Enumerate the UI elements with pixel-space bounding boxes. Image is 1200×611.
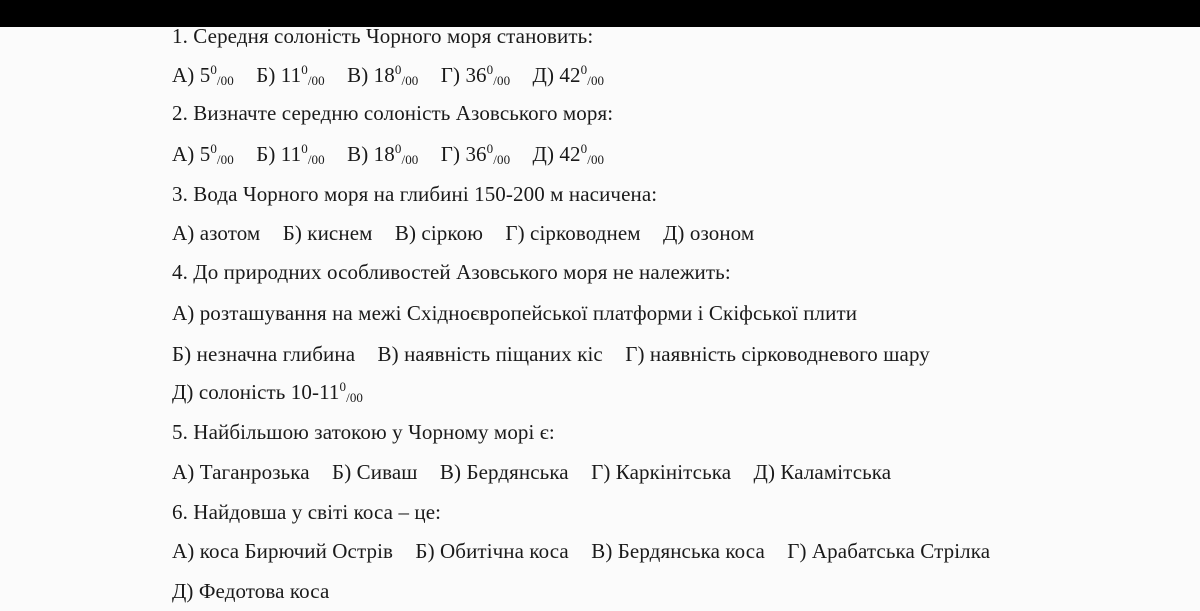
option-v: В) Бердянська — [439, 460, 569, 484]
question-4-options-line-3 — [172, 379, 363, 405]
question-2-options — [172, 141, 604, 167]
question-6-options-line-1 — [172, 538, 990, 564]
option-g: Г) Арабатська Стрілка — [787, 539, 991, 563]
question-5-options — [172, 459, 891, 485]
question-4-options-line-2 — [172, 341, 930, 367]
option-b: Б) Сиваш — [332, 460, 418, 484]
option-a: А) $5^0_{/00}$ — [172, 141, 234, 167]
option-a: А) азотом — [172, 221, 261, 245]
option-g: Г) Каркінітська — [591, 460, 732, 484]
option-a: А) $5^0_{/00}$ — [172, 62, 234, 88]
option-v: В) $18^0_{/00}$ — [347, 62, 419, 88]
option-v: В) Бердянська коса — [591, 539, 765, 563]
question-4: 4. До природних особливостей Азовського моря не належить: — [172, 260, 731, 284]
question-6: 6. Найдовша у світі коса – це: — [172, 500, 442, 524]
option-d: Д) Каламітська — [753, 460, 892, 484]
option-v: В) $18^0_{/00}$ — [347, 141, 419, 167]
option-b: Б) $11^0_{/00}$ — [256, 141, 325, 167]
question-1: 1. Середня солоність Чорного моря становить: — [172, 27, 594, 48]
question-6-options-line-2 — [172, 578, 329, 604]
option-g: Г) $36^0_{/00}$ — [440, 62, 511, 88]
option-b: Б) незначна глибина — [172, 342, 356, 366]
option-v: В) сіркою — [394, 221, 483, 245]
question-5: 5. Найбільшою затокою у Чорному морі є: — [172, 420, 555, 444]
option-b: Б) киснем — [282, 221, 373, 245]
option-a: А) розташування на межі Східноєвропейської платформи і Скіфської плити — [172, 301, 858, 325]
question-3: 3. Вода Чорного моря на глибині 150-200 м насичена: — [172, 182, 658, 206]
option-b: Б) Обитічна коса — [415, 539, 569, 563]
option-v: В) наявність піщаних кіс — [377, 342, 603, 366]
option-d: Д) озоном — [663, 221, 755, 245]
question-4-options-line-1 — [172, 300, 857, 326]
top-black-bar — [0, 0, 1200, 27]
question-2: 2. Визначте середню солоність Азовського моря: — [172, 101, 614, 125]
option-d: Д) $42^0_{/00}$ — [532, 62, 605, 88]
option-d: Д) Федотова коса — [172, 579, 330, 603]
option-d: Д) солоність $10-11^0_{/00}$ — [172, 379, 364, 405]
option-g: Г) $36^0_{/00}$ — [440, 141, 511, 167]
option-g: Г) сірководнем — [505, 221, 641, 245]
option-a: А) коса Бирючий Острів — [172, 539, 394, 563]
document-page — [0, 27, 1200, 611]
option-a: А) Таганрозька — [172, 460, 310, 484]
option-d: Д) $42^0_{/00}$ — [532, 141, 605, 167]
option-b: Б) $11^0_{/00}$ — [256, 62, 325, 88]
option-g: Г) наявність сірководневого шару — [625, 342, 930, 366]
question-1-options — [172, 62, 604, 88]
question-3-options — [172, 220, 754, 246]
